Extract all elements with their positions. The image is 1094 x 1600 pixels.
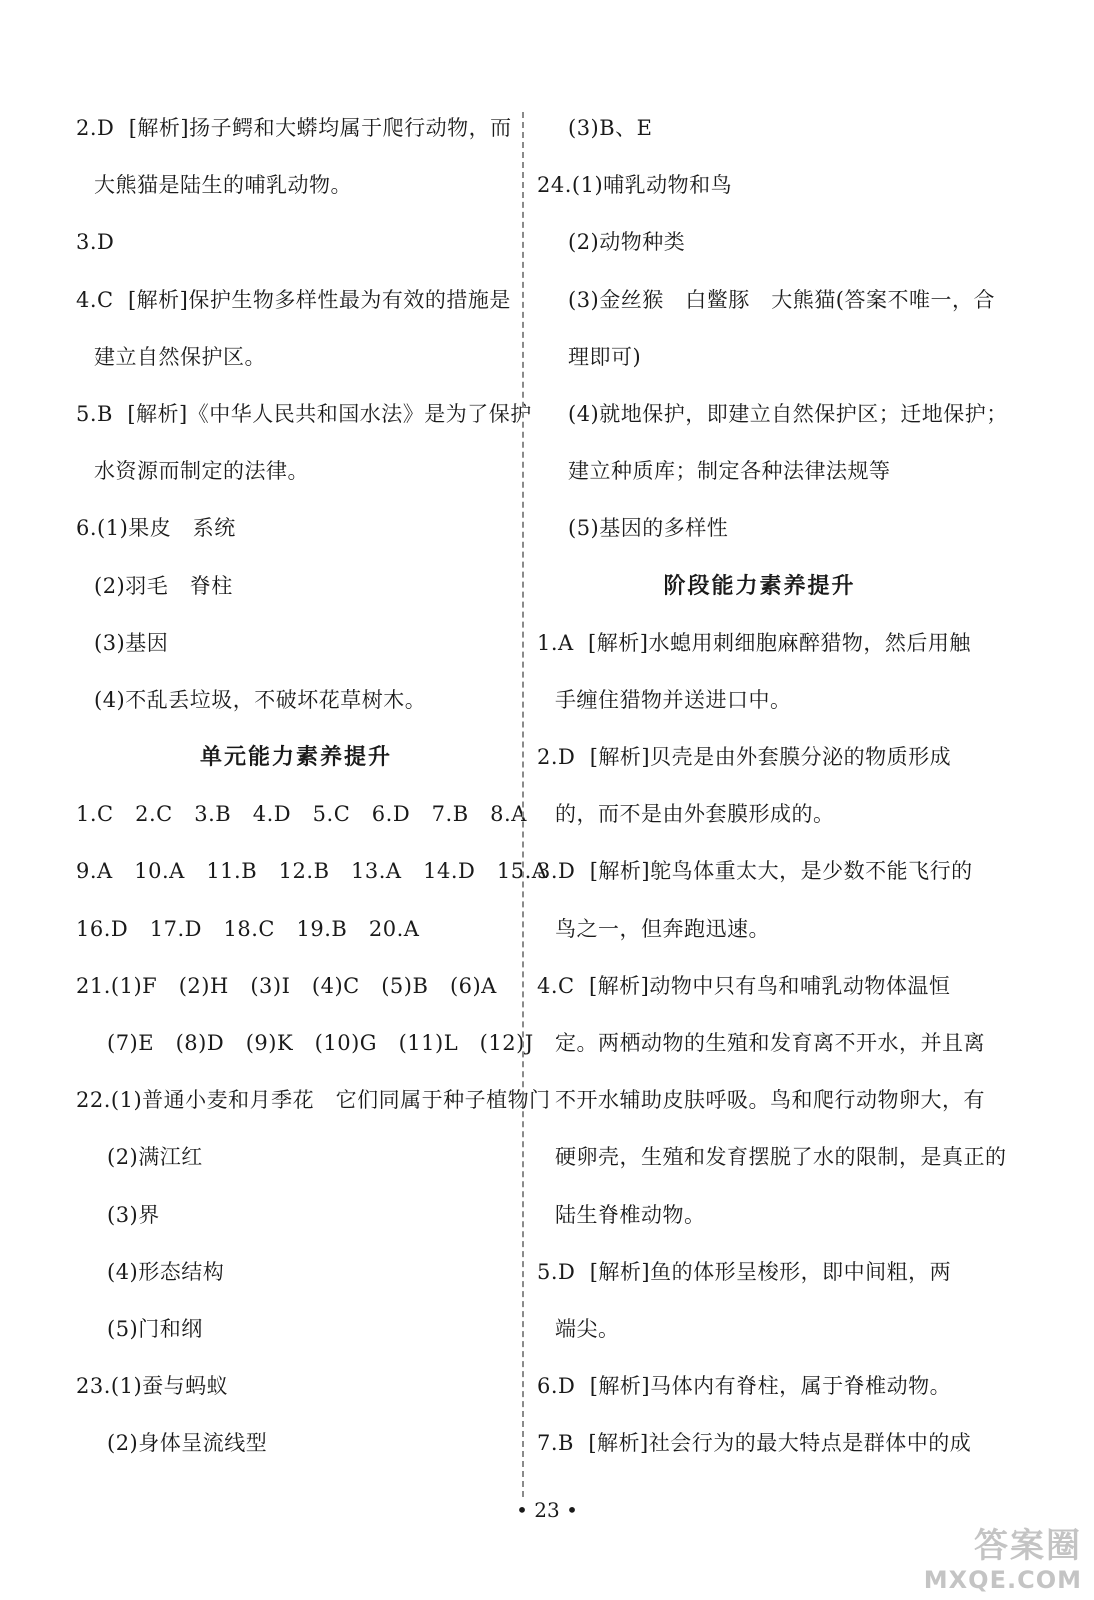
answer-line: 端尖。: [555, 1316, 620, 1341]
answer-line: (5)门和纲: [107, 1316, 203, 1341]
answer-line: 定。两栖动物的生殖和发育离不开水，并且离: [555, 1031, 985, 1055]
answer-line: (2)羽毛 脊柱: [94, 573, 233, 598]
answer-line: (3)基因: [94, 630, 169, 655]
answer-line: 2.D [解析]贝壳是由外套膜分泌的物质形成: [537, 745, 952, 770]
column-divider: [522, 112, 524, 1497]
answer-line: 7.B [解析]社会行为的最大特点是群体中的成: [537, 1431, 972, 1456]
answer-line: (3)界: [107, 1202, 160, 1227]
answer-line: (3)B、E: [568, 116, 653, 140]
answer-line: 23.(1)蚕与蚂蚁: [76, 1374, 229, 1399]
answer-line: 鸟之一，但奔跑迅速。: [555, 916, 770, 941]
answer-line: 24.(1)哺乳动物和鸟: [537, 173, 733, 198]
section-heading: 单元能力素养提升: [199, 745, 392, 771]
answer-line: (4)就地保护，即建立自然保护区；迁地保护；: [568, 401, 1008, 426]
answer-line: (2)动物种类: [568, 230, 686, 255]
answer-line: 建立自然保护区。: [94, 344, 266, 369]
answer-line: 5.B [解析]《中华人民共和国水法》是为了保护: [76, 401, 532, 426]
answer-line: 1.A [解析]水螅用刺细胞麻醉猎物，然后用触: [537, 630, 971, 655]
answer-line: 2.D [解析]扬子鳄和大蟒均属于爬行动物，而: [76, 116, 512, 140]
watermark: [924, 1526, 1082, 1594]
answer-line: 16.D 17.D 18.C 19.B 20.A: [76, 916, 420, 941]
answer-line: 大熊猫是陆生的哺乳动物。: [94, 173, 352, 198]
answer-line: 4.C [解析]保护生物多样性最为有效的措施是: [76, 287, 511, 312]
answer-line: 建立种质库；制定各种法律法规等: [568, 459, 891, 484]
answer-line: (2)身体呈流线型: [107, 1431, 268, 1456]
answer-line: 22.(1)普通小麦和月季花 它们同属于种子植物门: [76, 1088, 551, 1113]
answer-line: 硬卵壳，生殖和发育摆脱了水的限制，是真正的: [555, 1145, 1007, 1170]
answer-line: 9.A 10.A 11.B 12.B 13.A 14.D 15.A: [76, 859, 548, 884]
answer-line: 3.D: [76, 230, 115, 255]
left-column: [76, 100, 551, 1473]
answer-line: 1.C 2.C 3.B 4.D 5.C 6.D 7.B 8.A: [76, 802, 527, 827]
watermark-url: MXQE.COM: [923, 1566, 1082, 1594]
answer-line: 21.(1)F (2)H (3)I (4)C (5)B (6)A: [76, 973, 497, 998]
answer-line: 5.D [解析]鱼的体形呈梭形，即中间粗，两: [537, 1259, 952, 1284]
answer-line: (4)不乱丢垃圾，不破坏花草树木。: [94, 687, 427, 712]
section-heading: 阶段能力素养提升: [663, 573, 856, 599]
right-column: [537, 100, 1008, 1473]
watermark-logo: 答案圈: [974, 1526, 1082, 1566]
answer-line: (7)E (8)D (9)K (10)G (11)L (12)J: [107, 1031, 534, 1055]
answer-line: 4.C [解析]动物中只有鸟和哺乳动物体温恒: [537, 973, 951, 998]
answer-line: 6.D [解析]马体内有脊柱，属于脊椎动物。: [537, 1374, 952, 1399]
answer-line: 3.D [解析]鸵鸟体重太大，是少数不能飞行的: [537, 859, 973, 884]
answer-line: (5)基因的多样性: [568, 516, 729, 541]
answer-line: (4)形态结构: [107, 1259, 225, 1284]
answer-line: 6.(1)果皮 系统: [76, 516, 236, 541]
answer-line: (3)金丝猴 白鳖豚 大熊猫(答案不唯一，合: [568, 287, 995, 312]
answer-line: 理即可): [568, 344, 642, 369]
page-number: • 23 •: [516, 1498, 578, 1522]
answer-line: 不开水辅助皮肤呼吸。鸟和爬行动物卵大，有: [555, 1088, 985, 1113]
answer-line: 陆生脊椎动物。: [555, 1202, 706, 1227]
answer-line: 的，而不是由外套膜形成的。: [555, 802, 835, 827]
answer-line: (2)满江红: [107, 1145, 203, 1170]
answer-line: 水资源而制定的法律。: [94, 459, 309, 484]
answer-line: 手缠住猎物并送进口中。: [555, 687, 792, 712]
